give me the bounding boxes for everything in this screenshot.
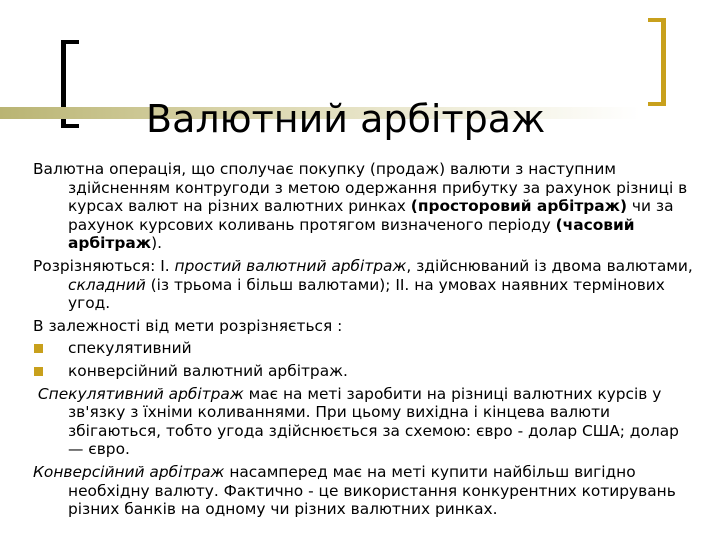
- definition-text-end: ).: [151, 234, 162, 253]
- types-text: Розрізняються: І.: [33, 256, 175, 275]
- speculative-arbitrage-term: Спекулятивний арбітраж: [37, 384, 244, 403]
- types-text-end: (із трьома і більш валютами); ІІ. на умовах наявних термінових угод.: [68, 275, 665, 313]
- definition-text-cont: чи за рахунок курсових коливань протягом визначеного періоду: [68, 197, 674, 234]
- temporal-arbitrage-term: (часовий арбітраж: [68, 215, 635, 253]
- types-paragraph: [33, 257, 698, 313]
- speculative-text: має на меті заробити на різниці валютних курсів у зв'язку з їхніми коливаннями. При цьому вихідна і кінцева валюти збігаються, тобто угода здійснюється за схемою: євро - долар США; долар — євро.: [68, 384, 679, 459]
- definition-paragraph: [33, 160, 698, 253]
- bullet-item-speculative: [33, 339, 698, 358]
- right-bracket-decoration: [648, 18, 666, 106]
- types-text-cont: , здійснюваний із двома валютами,: [406, 256, 693, 275]
- bullet-label: конверсійний валютний арбітраж.: [68, 361, 348, 380]
- simple-arbitrage-term: простий валютний арбітраж: [174, 256, 407, 275]
- conversion-arbitrage-term: Конверсійний арбітраж: [33, 462, 225, 481]
- bullet-label: спекулятивний: [68, 339, 192, 358]
- slide-title: Валютний арбітраж: [146, 97, 546, 142]
- definition-text: Валютна операція, що сполучає покупку (продаж) валюти з наступним здійсненням контругоди з метою одержання прибутку за рахунок різниці в курсах валют на різних валютних ринках: [33, 160, 688, 216]
- conversion-text: насамперед має на меті купити найбільш вигідно необхідну валюту. Фактично - це використання конкурентних котирувань різних банків на одному чи різних валютних ринках.: [68, 462, 676, 519]
- complex-arbitrage-term: складний: [68, 275, 146, 294]
- spatial-arbitrage-term: (просторовий арбітраж): [410, 197, 628, 216]
- speculative-paragraph: [33, 385, 698, 459]
- bullet-item-conversion: [33, 362, 698, 381]
- conversion-paragraph: [33, 463, 698, 519]
- square-bullet-icon: [34, 344, 43, 353]
- purpose-paragraph: В залежності від мети розрізняється :: [33, 316, 343, 335]
- square-bullet-icon: [34, 367, 43, 376]
- slide-body: [33, 160, 698, 523]
